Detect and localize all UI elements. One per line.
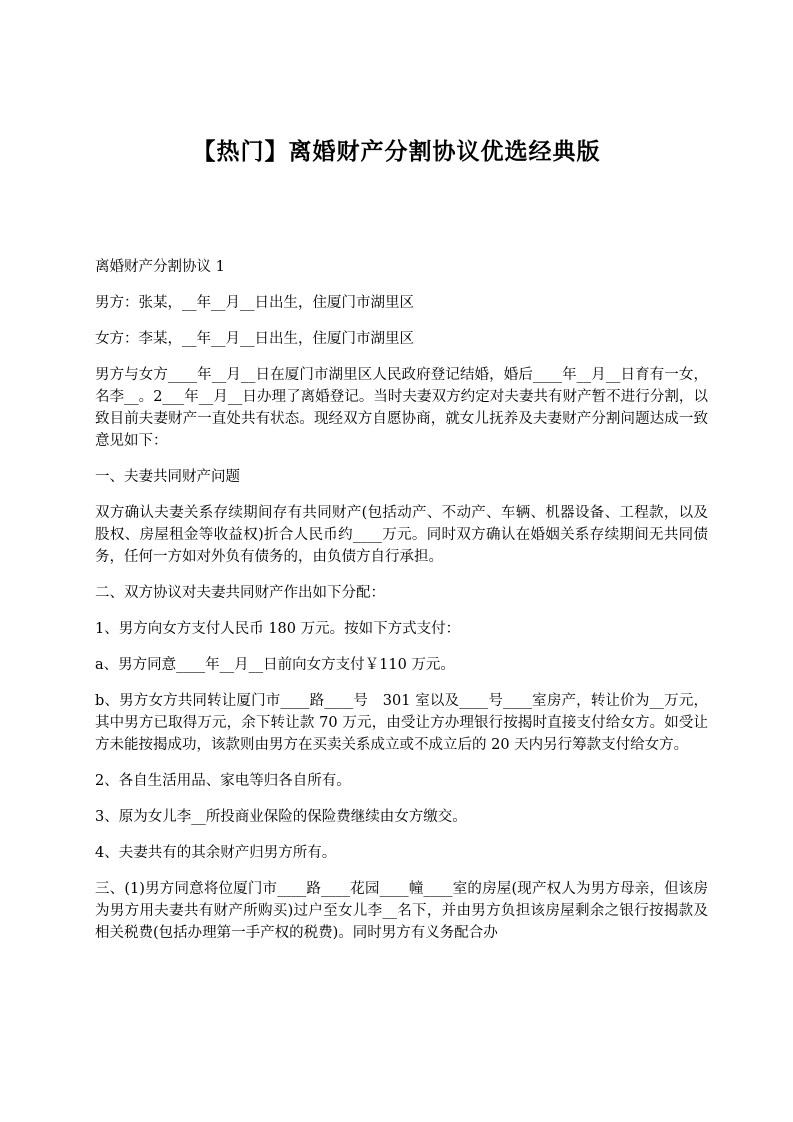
clause-1a: a、男方同意____年__月__日前向女方支付￥110 万元。	[95, 657, 455, 673]
party-female: 女方：李某，__年__月__日出生，住厦门市湖里区	[95, 331, 414, 347]
party-male: 男方：张某，__年__月__日出生，住厦门市湖里区	[95, 295, 414, 311]
section-heading-1: 一、夫妻共同财产问题	[95, 469, 240, 485]
joint-property-paragraph: 双方确认夫妻关系存续期间存有共同财产(包括动产、不动产、车辆、机器设备、工程款，以及股权、房屋租金等收益权)折合人民币约____万元。同时双方确认在婚姻关系存续期间无共同债务，任何一方如对外负有债务的，由负债方自行承担。	[95, 505, 708, 565]
document-body	[95, 256, 708, 958]
clause-2: 2、各自生活用品、家电等归各自所有。	[95, 773, 351, 789]
clause-1b: b、男方女方共同转让厦门市____路____号 301 室以及____号____室房产，转让价为__万元，其中男方已取得万元，余下转让款 70 万元，由受让方办理银行按揭时直接支付给女方。如受让方未能按揭成功，该款则由男方在买卖关系成立或不成立后的 20 天内另行筹款支付给女方。	[95, 693, 708, 753]
clause-3: 3、原为女儿李__所投商业保险的保险费继续由女方缴交。	[95, 809, 467, 825]
background-paragraph: 男方与女方____年__月__日在厦门市湖里区人民政府登记结婚，婚后____年__月__日育有一女，名李__。2___年__月__日办理了离婚登记。当时夫妻双方约定对夫妻共有财产暂不进行分割，以致目前夫妻财产一直处共有状态。现经双方自愿协商，就女儿抚养及夫妻财产分割问题达成一致意见如下：	[95, 367, 708, 449]
document-title: 【热门】离婚财产分割协议优选经典版	[192, 139, 601, 165]
agreement-heading: 离婚财产分割协议 1	[95, 259, 225, 275]
section-3-paragraph: 三、(1)男方同意将位厦门市____路____花园____幢____室的房屋(现产权人为男方母亲，但该房为男方用夫妻共有财产所购买)过户至女儿李__名下，并由男方负担该房屋剩余之银行按揭款及相关税费(包括办理第一手产权的税费)。同时男方有义务配合办	[95, 881, 708, 941]
section-heading-2: 二、双方协议对夫妻共同财产作出如下分配：	[95, 585, 385, 601]
clause-1: 1、男方向女方支付人民币 180 万元。按如下方式支付：	[95, 621, 461, 637]
clause-4: 4、夫妻共有的其余财产归男方所有。	[95, 845, 337, 861]
